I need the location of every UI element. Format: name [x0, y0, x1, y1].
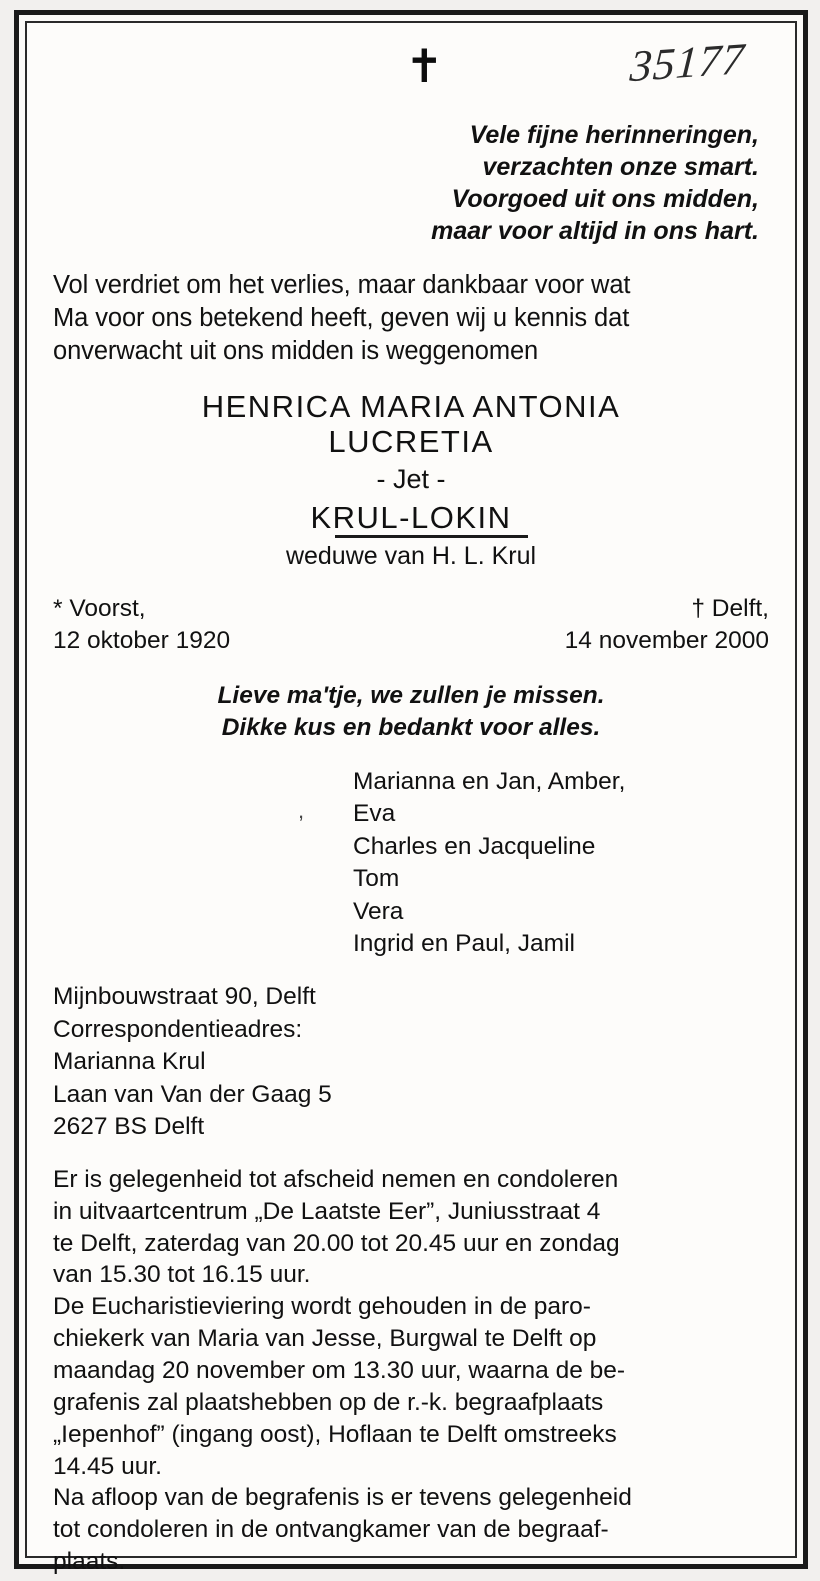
memorial-card-outer-border [14, 10, 808, 1576]
intro-line: Ma voor ons betekend heeft, geven wij u kennis dat [53, 304, 630, 333]
list-item: Eva [353, 800, 396, 828]
birth-place: * Voorst, [53, 595, 146, 623]
deceased-name-block [53, 390, 769, 571]
birth-date: 12 oktober 1920 [53, 626, 231, 654]
detail-line: te Delft, zaterdag van 20.00 tot 20.45 uur en zondag [53, 1229, 620, 1257]
detail-line: grafenis zal plaatshebben op de r.-k. begraafplaats [53, 1388, 604, 1416]
survivors-list [53, 766, 769, 961]
detail-line: Na afloop van de begrafenis is er tevens gelegenheid [53, 1484, 632, 1512]
family-verse [53, 680, 769, 744]
list-item: Vera [353, 897, 404, 925]
detail-line: chiekerk van Maria van Jesse, Burgwal te Delft op [53, 1325, 597, 1353]
birth-death-dates [53, 593, 769, 656]
announcement-intro [53, 269, 769, 368]
verse-line: Vele fijne herinneringen, [469, 121, 759, 149]
latin-cross-icon: ✝ [405, 39, 444, 93]
death-info [565, 593, 769, 656]
surname-underline [335, 535, 528, 538]
detail-line: tot condoleren in de ontvangkamer van de begraaf- [53, 1516, 609, 1544]
detail-line: van 15.30 tot 16.15 uur. [53, 1261, 311, 1289]
surname [310, 499, 511, 536]
verse-line: verzachten onze smart. [482, 153, 759, 181]
list-item: Charles en Jacqueline [353, 832, 596, 860]
intro-line: onverwacht uit ons midden is weggenomen [53, 337, 539, 366]
intro-line: Vol verdriet om het verlies, maar dankbaar voor wat [53, 271, 631, 299]
card-header [53, 33, 769, 123]
death-date: 14 november 2000 [564, 626, 769, 654]
stray-ink-mark: , [298, 797, 305, 823]
verse-line: maar voor altijd in ons hart. [431, 217, 759, 245]
detail-line: 14.45 uur. [53, 1452, 162, 1480]
detail-paragraph-service [53, 1291, 769, 1482]
detail-line: plaats. [53, 1548, 126, 1576]
detail-line: Er is gelegenheid tot afscheid nemen en condoleren [53, 1165, 619, 1193]
address-line: 2627 BS Delft [53, 1113, 205, 1141]
given-names-line-2: LUCRETIA [328, 424, 494, 460]
address-line: Mijnbouwstraat 90, Delft [53, 983, 316, 1011]
list-item: Ingrid en Paul, Jamil [353, 930, 575, 958]
detail-line: maandag 20 november om 13.30 uur, waarna de be- [53, 1356, 626, 1384]
detail-line: in uitvaartcentrum „De Laatste Eer”, Juniusstraat 4 [53, 1197, 601, 1225]
birth-info [53, 593, 230, 656]
opening-verse [53, 119, 769, 247]
family-verse-line: Dikke kus en bedankt voor alles. [221, 713, 601, 741]
widow-of-line: weduwe van H. L. Krul [285, 542, 537, 571]
given-names-line-1: HENRICA MARIA ANTONIA [201, 389, 621, 425]
address-line: Laan van Van der Gaag 5 [53, 1080, 332, 1108]
list-item: Marianna en Jan, Amber, [353, 767, 626, 795]
family-verse-line: Lieve ma'tje, we zullen je missen. [217, 681, 605, 709]
address-block [53, 981, 769, 1144]
detail-paragraph-condolences [53, 1164, 769, 1291]
detail-line: De Eucharistieviering wordt gehouden in de paro- [53, 1293, 591, 1321]
list-item: Tom [353, 865, 400, 893]
surname-text: KRUL-LOKIN [310, 499, 512, 535]
verse-line: Voorgoed uit ons midden, [451, 185, 759, 213]
address-line: Correspondentieadres: [53, 1015, 303, 1043]
detail-paragraph-reception [53, 1482, 769, 1578]
archive-number-handwritten: 35177 [628, 33, 747, 92]
detail-line: „Iepenhof” (ingang oost), Hoflaan te Delft omstreeks [53, 1420, 617, 1448]
funeral-details [53, 1164, 769, 1578]
nickname: - Jet - [376, 463, 446, 494]
death-place: † Delft, [691, 595, 769, 623]
memorial-card [25, 21, 797, 1576]
address-line: Marianna Krul [53, 1048, 206, 1076]
